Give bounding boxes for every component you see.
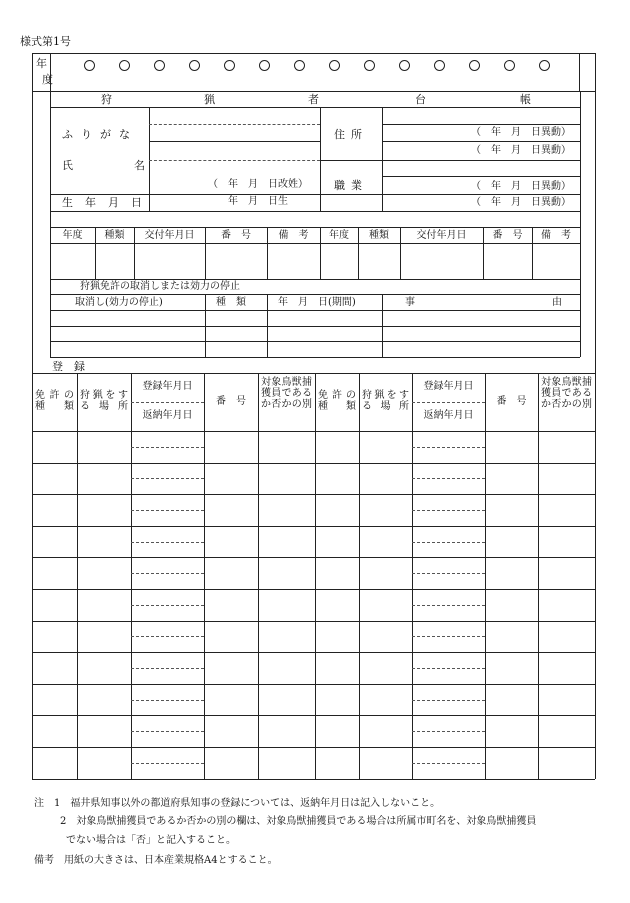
year-circle: [539, 60, 550, 71]
year-circle: [84, 60, 95, 71]
year-circle: [504, 60, 515, 71]
license-header: 番 号: [492, 230, 523, 241]
reg-header-target: 対象鳥獣捕獲員であるか否かの別: [541, 377, 592, 410]
change-note-3: （ 年 月 日異動）: [471, 181, 571, 192]
note-1: 注 1 福井県知事以外の都道府県知事の登録については、返納年月日は記入しないこと。: [34, 798, 441, 809]
rev-header-3: 年 月 日(期間): [278, 297, 356, 308]
title-char-1: 狩: [101, 93, 112, 106]
license-header: 備 考: [541, 230, 571, 241]
change-note-1: （ 年 月 日異動）: [471, 127, 571, 138]
license-header: 年度: [62, 230, 83, 241]
year-label-2: 度: [42, 73, 53, 86]
name-label-1: 氏: [62, 159, 73, 172]
rev-header-1: 取消し(効力の停止): [75, 297, 163, 308]
furigana-label: ふりがな: [62, 128, 138, 141]
reg-header-place: 狩猟をする場所: [80, 390, 128, 412]
license-header: 年度: [329, 230, 349, 241]
title-char-4: 台: [415, 93, 426, 106]
reg-header-license-type: 免許の種類: [318, 390, 356, 412]
license-header: 交付年月日: [416, 230, 467, 241]
form-number: 様式第1号: [20, 35, 71, 48]
reg-header-number: 番 号: [496, 396, 527, 407]
year-label-1: 年: [36, 57, 47, 70]
title-char-5: 帳: [520, 93, 531, 106]
rev-header-4: 事: [405, 297, 415, 308]
license-header: 番 号: [221, 230, 251, 241]
title-char-3: 者: [308, 93, 319, 106]
license-header: 交付年月日: [144, 230, 195, 241]
reg-header-return-date: 返納年月日: [142, 410, 193, 421]
name-change-note: （ 年 月 日改姓）: [208, 179, 308, 190]
occupation-label: 職業: [334, 179, 368, 192]
title-char-2: 猟: [204, 93, 215, 106]
name-label-2: 名: [134, 159, 145, 172]
year-circle: [434, 60, 445, 71]
year-circle: [189, 60, 200, 71]
change-note-4: （ 年 月 日異動）: [471, 197, 571, 208]
rev-header-5: 由: [552, 297, 562, 308]
note-2b: でない場合は「否」と記入すること。: [66, 835, 236, 846]
reg-header-place: 狩猟をする場所: [362, 390, 409, 412]
license-header: 種類: [104, 230, 125, 241]
change-note-2: （ 年 月 日異動）: [471, 145, 571, 156]
year-circle: [119, 60, 130, 71]
rev-header-2: 種 類: [216, 297, 246, 308]
license-header: 備 考: [278, 230, 309, 241]
year-circle: [259, 60, 270, 71]
reg-header-target: 対象鳥獣捕獲員であるか否かの別: [261, 377, 312, 410]
address-label: 住所: [334, 128, 368, 141]
reg-header-return-date: 返納年月日: [423, 410, 474, 421]
reg-header-reg-date: 登録年月日: [142, 381, 193, 392]
year-circle: [294, 60, 305, 71]
revocation-title: 狩猟免許の取消しまたは効力の停止: [80, 281, 240, 292]
year-circle: [154, 60, 165, 71]
year-circle: [399, 60, 410, 71]
year-circle: [364, 60, 375, 71]
reg-header-reg-date: 登録年月日: [423, 381, 474, 392]
license-header: 種類: [369, 230, 389, 241]
year-circle: [329, 60, 340, 71]
note-2a: 2 対象鳥獣捕獲員であるか否かの別の欄は、対象鳥獣捕獲員である場合は所属市町名を、対象鳥獣捕獲員: [60, 816, 537, 827]
remark: 備考 用紙の大きさは、日本産業規格A4とすること。: [34, 855, 278, 866]
year-circle: [469, 60, 480, 71]
year-circle: [224, 60, 235, 71]
registration-title: 登 録: [52, 360, 85, 373]
reg-header-number: 番 号: [216, 396, 246, 407]
birth-suffix: 年 月 日生: [228, 196, 288, 207]
birthdate-label: 生年月日: [62, 196, 154, 209]
reg-header-license-type: 免許の種類: [35, 390, 74, 412]
